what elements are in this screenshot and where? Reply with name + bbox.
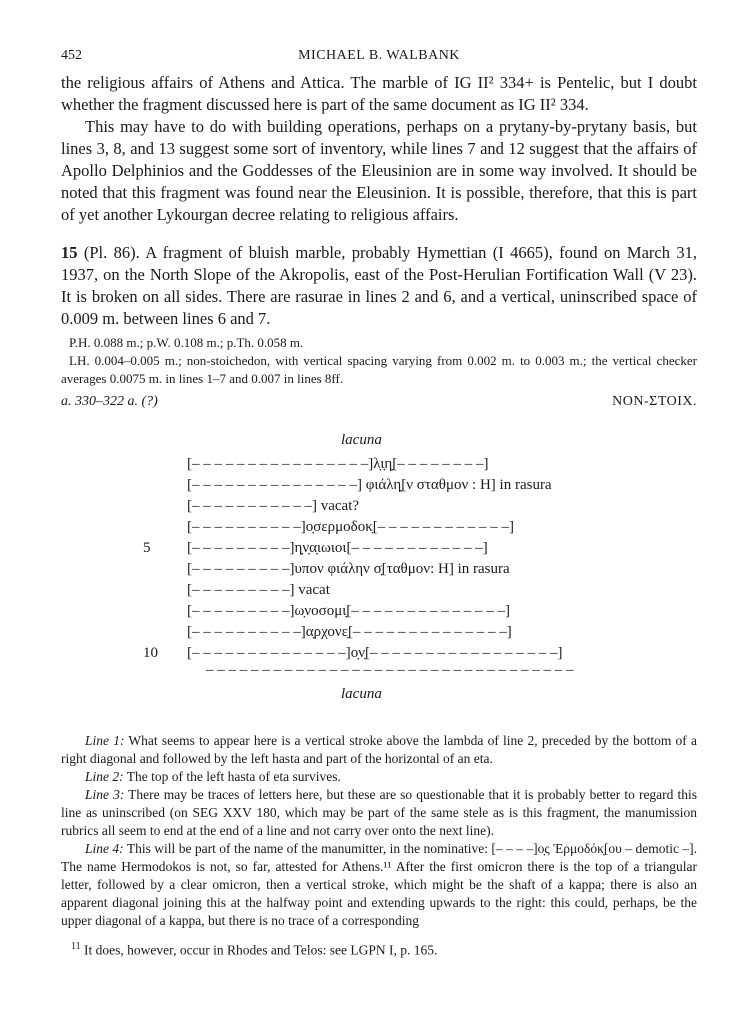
inscription-line-2: [– – – – – – – – – – – – – – –] φιάλη̣[ν σταθμον : Η] in rasura: [187, 477, 552, 493]
date: a. 330–322 a. (?): [61, 394, 158, 409]
commentary: [61, 732, 697, 930]
inscription-line-8: [– – – – – – – – –]ω̣νοσομι̣[– – – – – – – – – – – – – –]: [187, 603, 511, 619]
note-label: Line 1:: [85, 733, 125, 748]
trailing-dashes: – – – – – – – – – – – – – – – – – – – – – – – – – – – – – – – – –: [206, 662, 574, 678]
lacuna-bottom: lacuna: [341, 686, 382, 702]
note-line-2: [61, 768, 697, 786]
note-text: This will be part of the name of the manumitter, in the nominative: [– – – –]ο̣ς Ἑρμοδόκ̣[ου – demotic –]. The name Hermodokos is not, so far, attested for Athens.¹¹ After the first omicron there is the top of a triangular letter, followed by a clear omicron, then a vertical stroke, which might be the shaft of a kappa; there is also an apparent diagonal joining this at the halfway point and extending upwards to the right: this could, perhaps, be the upper diagonal of a kappa, but there is no trace of a corresponding: [61, 841, 698, 928]
entry-number: 15: [61, 243, 78, 262]
stoichedon-label: NON-ΣΤΟΙΧ.: [612, 394, 697, 409]
note-line-4: [61, 840, 697, 930]
note-label: Line 2:: [85, 769, 124, 784]
inscription-line-3: [– – – – – – – – – – –] vacat?: [187, 498, 360, 514]
paragraph-2: This may have to do with building operations, perhaps on a prytany-by-prytany basis, but lines 3, 8, and 13 suggest some sort of inventory, while lines 7 and 12 suggest that the affairs of Apollo Delphinios and the Goddesses of the Eleusinion are in some way involved. It should be noted that this fragment was found near the Eleusinion. It is possible, therefore, that this is part of yet another Lykourgan decree relating to religious affairs.: [61, 117, 697, 224]
entry-15-text: (Pl. 86). A fragment of bluish marble, probably Hymettian (I 4665), found on March 31, 1937, on the North Slope of the Akropolis, east of the Post-Herulian Fortification Wall (V 23). It is broken on all sides. There are rasurae in lines 2 and 6, and a vertical, uninscribed space of 0.009 m. between lines 6 and 7.: [61, 243, 698, 328]
page: [61, 48, 697, 960]
note-label: Line 4:: [85, 841, 124, 856]
note-text: The top of the left hasta of eta survives.: [126, 769, 341, 784]
footnote-text: It does, however, occur in Rhodes and Telos: see LGPN I, p. 165.: [84, 942, 438, 958]
dating-row: [61, 394, 697, 416]
running-head-author: MICHAEL B. WALBANK: [298, 48, 460, 63]
page-number: 452: [61, 48, 82, 63]
entry-15-paragraph: [61, 242, 697, 330]
inscription-line-6: [– – – – – – – – –]υπον φιάλην σ̣[ταθμον: Η] in rasura: [187, 561, 510, 577]
inscription-line-5: [– – – – – – – – –]η̣ν̣α̣ιωιοι[– – – – – – – – – – – –]: [187, 540, 488, 556]
inscription-text: [61, 430, 697, 720]
line-number: 5: [143, 540, 151, 556]
paragraph-1: the religious affairs of Athens and Attica. The marble of IG II² 334+ is Pentelic, but I doubt whether the fragment discussed here is part of the same document as IG II² 334.: [61, 73, 697, 114]
note-line-3: [61, 786, 697, 840]
inscription-line-7: [– – – – – – – – –] vacat: [187, 582, 330, 598]
note-label: Line 3:: [85, 787, 125, 802]
letter-heights: LH. 0.004–0.005 m.; non-stoichedon, with vertical spacing varying from 0.002 m. to 0.003 m.; the vertical checker averages 0.0075 m. in lines 1–7 and 0.007 in lines 8ff.: [61, 353, 697, 386]
dimensions: P.H. 0.088 m.; p.W. 0.108 m.; p.Th. 0.058 m.: [69, 335, 304, 350]
note-line-1: [61, 732, 697, 768]
footnote-number: 11: [71, 941, 81, 952]
inscription-line-1: [– – – – – – – – – – – – – – – –]λ̣ι̣η̣[– – – – – – – –]: [187, 456, 489, 472]
line-number: 10: [143, 645, 158, 661]
footnote: [61, 938, 697, 960]
inscription-line-9: [– – – – – – – – – –]α̣ρχονε̣[– – – – – – – – – – – – – –]: [187, 624, 512, 640]
lacuna-top: lacuna: [341, 432, 382, 448]
inscription-line-4: [– – – – – – – – – –]ο̣σερμοδοκ̣[– – – – – – – – – – – –]: [187, 519, 515, 535]
note-text: What seems to appear here is a vertical stroke above the lambda of line 2, preceded by the bottom of a right diagonal and followed by the left hasta and part of the horizontal of an eta.: [61, 733, 697, 766]
running-head: [61, 48, 697, 72]
note-text: There may be traces of letters here, but these are so questionable that it is probably better to regard this line as uninscribed (on SEG XXV 180, which may be part of the same stele as is this fragment, the manumission rubrics all seem to end at the end of a line and not carry over onto the next line).: [61, 787, 697, 838]
inscription-line-10: [– – – – – – – – – – – – – –]ο̣ν̣[– – – – – – – – – – – – – – – – –]: [187, 645, 563, 661]
